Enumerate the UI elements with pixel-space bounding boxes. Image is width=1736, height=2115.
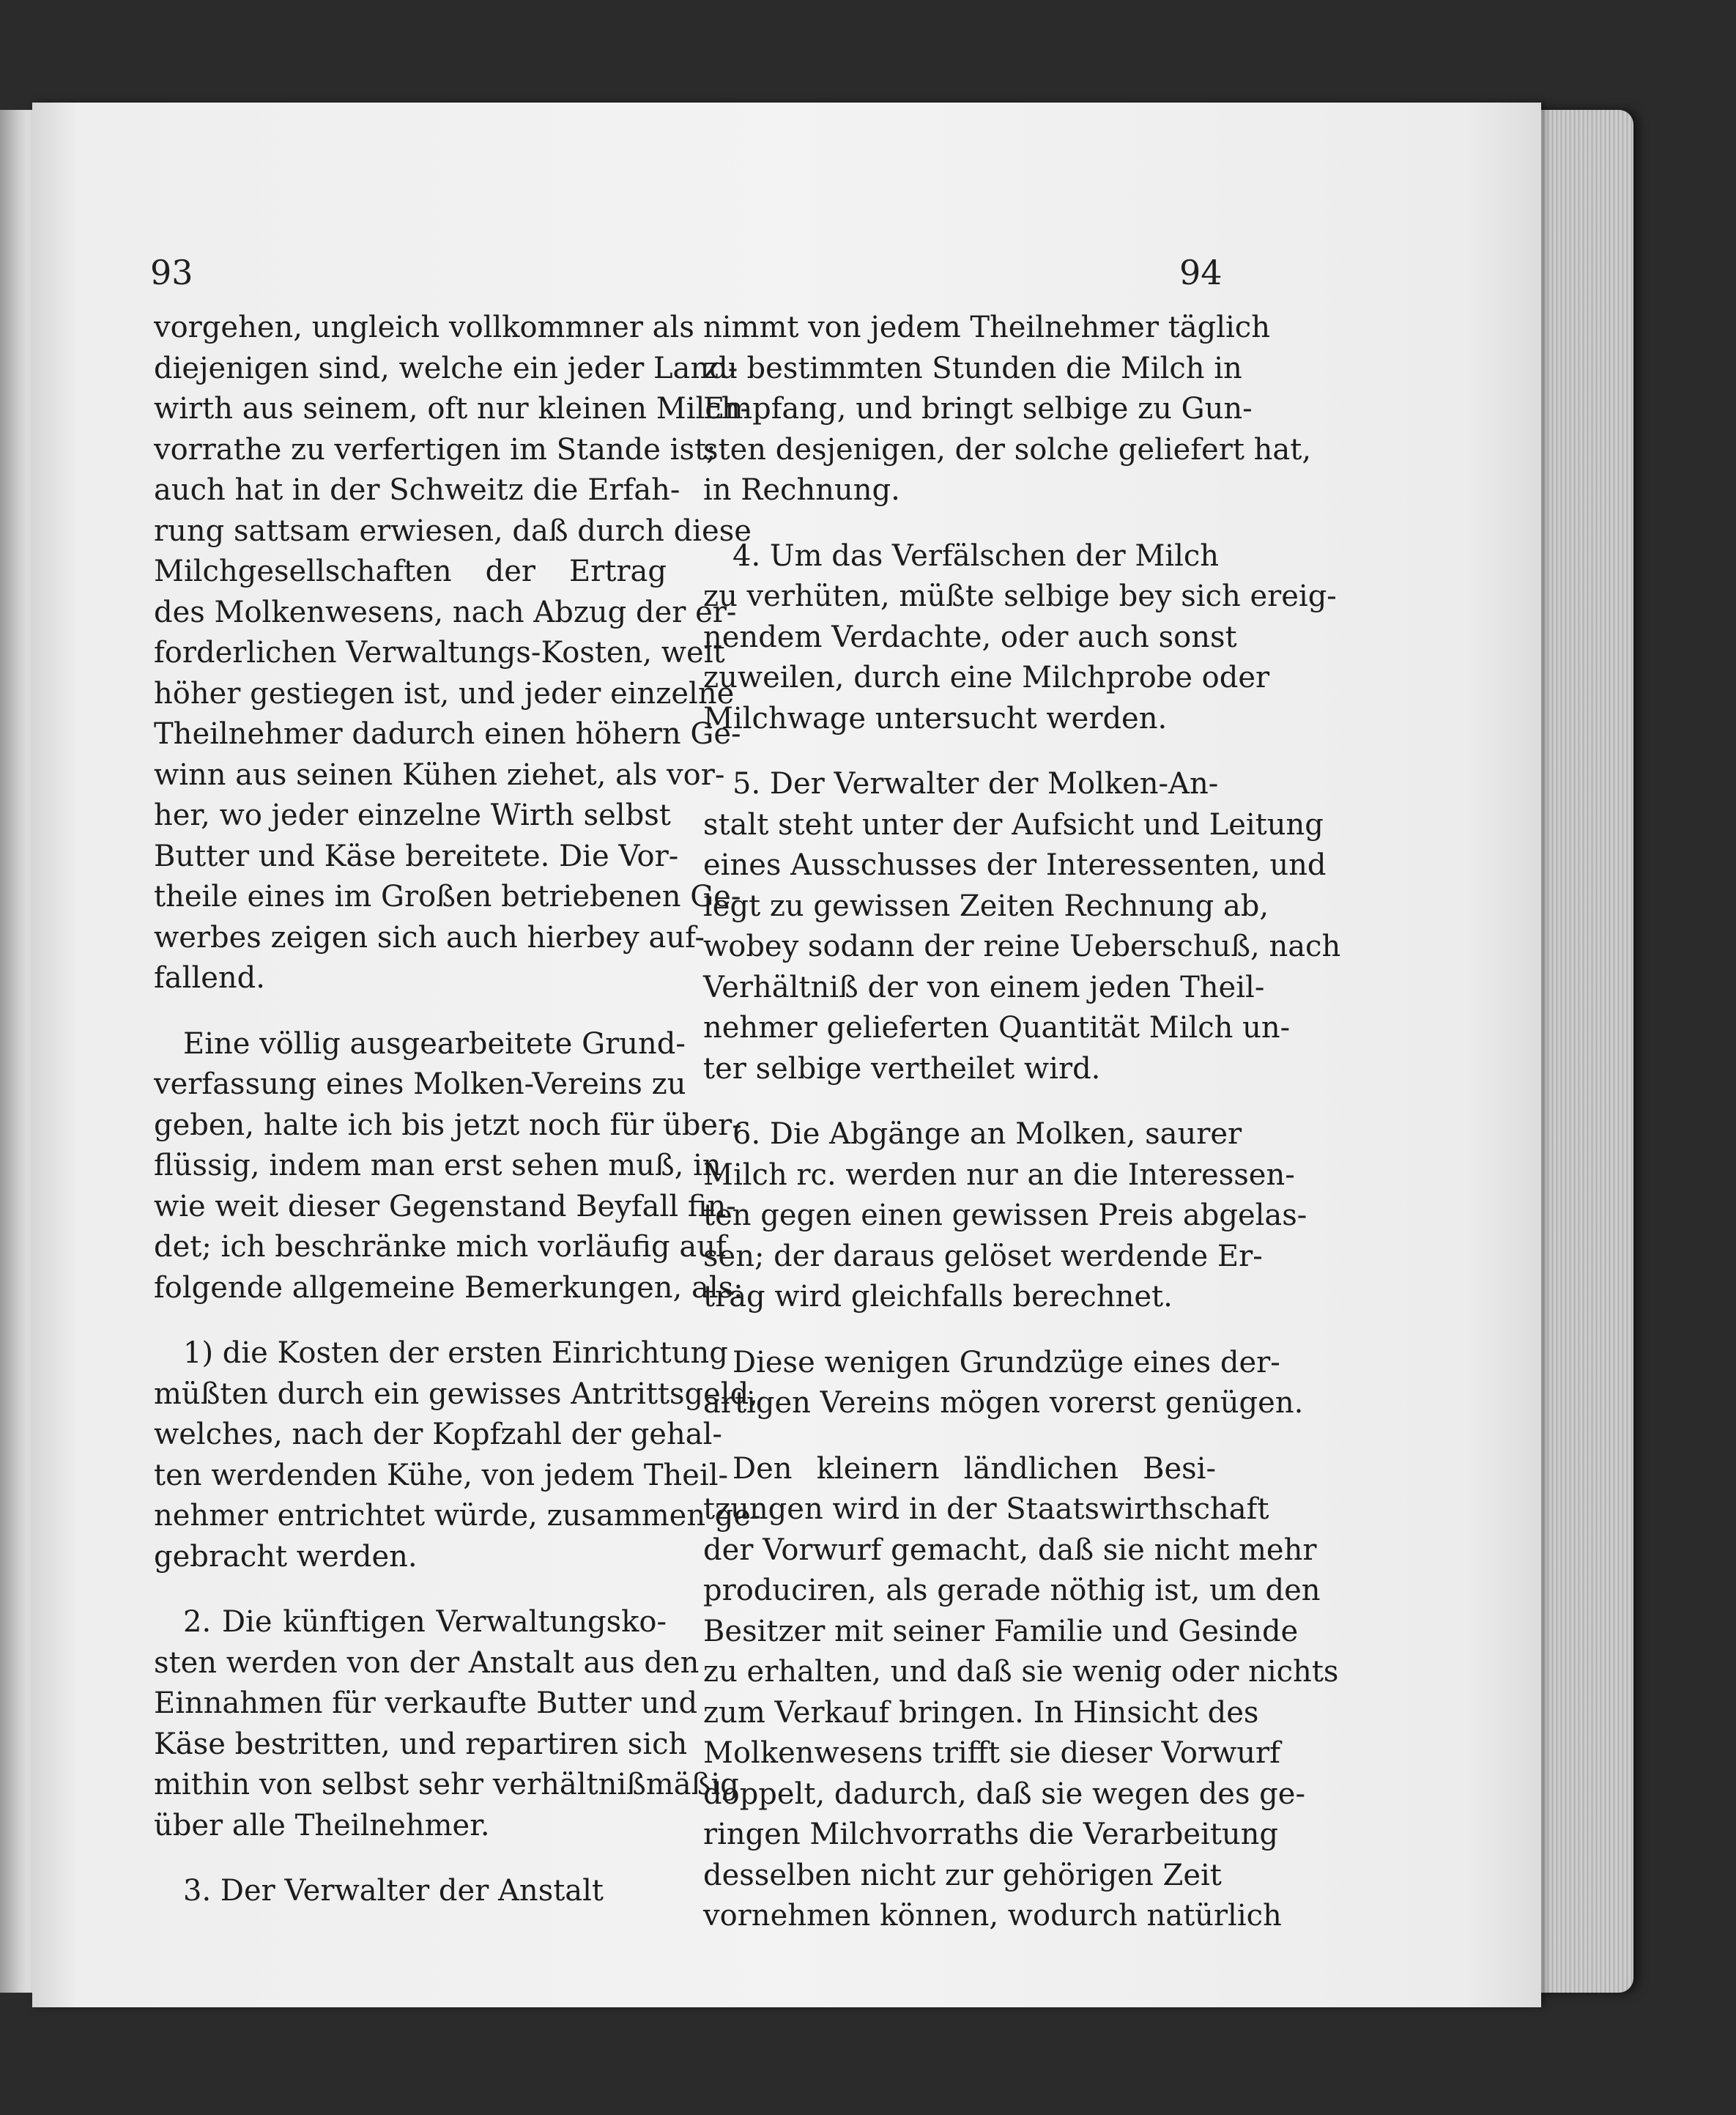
text-line: fallend.: [154, 961, 265, 995]
paragraph: [703, 764, 1341, 1089]
text-line: rung sattsam erwiesen, daß durch diese: [154, 514, 752, 548]
text-line: Theilnehmer dadurch einen höhern Ge-: [154, 717, 741, 751]
previous-page-edge: [0, 110, 32, 1993]
text-line: 6. Die Abgänge an Molken, saurer: [732, 1117, 1242, 1151]
page-number-left: 93: [150, 253, 193, 292]
text-line: des Molkenwesens, nach Abzug der er-: [154, 595, 737, 629]
paragraph-gap: [154, 1577, 667, 1602]
text-line: gebracht werden.: [154, 1539, 418, 1574]
text-line: folgende allgemeine Bemerkungen, als:: [154, 1270, 743, 1305]
text-line: trag wird gleichfalls berechnet.: [703, 1280, 1173, 1314]
text-line: doppelt, dadurch, daß sie wegen des ge-: [703, 1777, 1305, 1811]
text-line: her, wo jeder einzelne Wirth selbst: [154, 799, 671, 832]
text-line: eines Ausschusses der Interessenten, und: [703, 848, 1327, 882]
text-line: in Rechnung.: [703, 473, 900, 507]
paragraph: [703, 1114, 1307, 1318]
text-line: sten werden von der Anstalt aus den: [154, 1645, 700, 1680]
text-line: diejenigen sind, welche ein jeder Land-: [154, 351, 738, 385]
text-line: artigen Vereins mögen vorerst genügen.: [703, 1386, 1304, 1420]
text-line: ter selbige vertheilet wird.: [703, 1051, 1101, 1086]
text-line: Milchwage untersucht werden.: [703, 701, 1168, 736]
text-line: mithin von selbst sehr verhältnißmäßig: [154, 1768, 739, 1801]
text-line: flüssig, indem man erst sehen muß, in: [154, 1149, 722, 1182]
text-line: nimmt von jedem Theilnehmer täglich: [703, 311, 1270, 344]
text-line: legt zu gewissen Zeiten Rechnung ab,: [703, 889, 1269, 923]
text-line: welches, nach der Kopfzahl der gehal-: [154, 1418, 722, 1451]
text-line: Eine völlig ausgearbeitete Grund-: [183, 1026, 686, 1061]
paragraph: [703, 308, 1312, 511]
paragraph-gap: [703, 739, 1216, 764]
paragraph: [703, 1449, 1339, 1937]
text-line: ringen Milchvorraths die Verarbeitung: [703, 1818, 1279, 1851]
text-line: der Vorwurf gemacht, daß sie nicht mehr: [703, 1533, 1317, 1567]
text-line: Den kleinern ländlichen Besi-: [732, 1451, 1216, 1486]
left-page-text: [154, 308, 761, 1912]
text-line: Besitzer mit seiner Familie und Gesinde: [703, 1614, 1299, 1648]
text-line: desselben nicht zur gehörigen Zeit: [703, 1858, 1222, 1892]
text-line: winn aus seinen Kühen ziehet, als vor-: [154, 758, 725, 792]
paragraph: [154, 1602, 739, 1846]
paragraph-gap: [154, 999, 667, 1024]
text-line: nehmer entrichtet würde, zusammen ge-: [154, 1499, 761, 1533]
text-line: Empfang, und bringt selbige zu Gun-: [703, 392, 1253, 426]
text-line: vorgehen, ungleich vollkommner als: [154, 311, 694, 344]
text-line: Einnahmen für verkaufte Butter und: [154, 1686, 698, 1720]
paragraph-gap: [703, 511, 1216, 536]
paragraph-gap: [703, 1318, 1216, 1343]
text-line: müßten durch ein gewisses Antrittsgeld,: [154, 1377, 758, 1411]
paragraph: [154, 308, 752, 999]
text-line: 2. Die künftigen Verwaltungsko-: [183, 1605, 667, 1639]
text-line: 3. Der Verwalter der Anstalt: [183, 1874, 604, 1908]
text-line: nehmer gelieferten Quantität Milch un-: [703, 1011, 1291, 1045]
text-line: tzungen wird in der Staatswirthschaft: [703, 1492, 1269, 1526]
paragraph: [154, 1871, 667, 1912]
text-line: 5. Der Verwalter der Molken-An-: [732, 767, 1219, 801]
text-line: Butter und Käse bereitete. Die Vor-: [154, 839, 679, 873]
text-line: auch hat in der Schweitz die Erfah-: [154, 473, 680, 507]
text-line: wobey sodann der reine Ueberschuß, nach: [703, 930, 1341, 963]
text-line: Milchgesellschaften der Ertrag: [154, 555, 667, 588]
text-line: wirth aus seinem, oft nur kleinen Milch-: [154, 392, 751, 426]
text-line: theile eines im Großen betriebenen Ge-: [154, 880, 741, 914]
text-line: Molkenwesens trifft sie dieser Vorwurf: [703, 1736, 1280, 1770]
text-line: Diese wenigen Grundzüge eines der-: [732, 1345, 1280, 1379]
paragraph: [154, 1024, 743, 1309]
paragraph: [703, 536, 1337, 740]
text-line: Verhältniß der von einem jeden Theil-: [703, 970, 1265, 1004]
text-line: det; ich beschränke mich vorläufig auf: [154, 1230, 727, 1264]
paragraph-gap: [154, 1846, 667, 1871]
paragraph-gap: [154, 1308, 667, 1333]
text-line: verfassung eines Molken-Vereins zu: [154, 1067, 686, 1101]
text-line: forderlichen Verwaltungs-Kosten, weit: [154, 636, 725, 670]
text-line: zu erhalten, und daß sie wenig oder nichts: [703, 1655, 1339, 1689]
text-line: zu verhüten, müßte selbige bey sich ereig-: [703, 579, 1337, 613]
text-line: über alle Theilnehmer.: [154, 1808, 490, 1842]
text-line: zum Verkauf bringen. In Hinsicht des: [703, 1695, 1259, 1730]
text-line: werbes zeigen sich auch hierbey auf-: [154, 920, 705, 955]
text-line: Käse bestritten, und repartiren sich: [154, 1727, 688, 1761]
text-line: 4. Um das Verfälschen der Milch: [732, 538, 1220, 573]
text-line: geben, halte ich bis jetzt noch für über-: [154, 1108, 742, 1142]
paragraph-gap: [703, 1089, 1216, 1114]
text-line: produciren, als gerade nöthig ist, um den: [703, 1574, 1321, 1607]
text-line: zu bestimmten Stunden die Milch in: [703, 351, 1242, 385]
paragraph: [154, 1333, 761, 1577]
text-line: wie weit dieser Gegenstand Beyfall fin-: [154, 1189, 736, 1223]
text-line: vornehmen können, wodurch natürlich: [703, 1899, 1282, 1933]
text-line: höher gestiegen ist, und jeder einzelne: [154, 676, 735, 711]
text-line: stalt steht unter der Aufsicht und Leitung: [703, 807, 1324, 842]
text-line: sten desjenigen, der solche geliefert hat,: [703, 432, 1312, 467]
page-number-right: 94: [1179, 253, 1223, 292]
paragraph: [703, 1343, 1304, 1424]
text-line: vorrathe zu verfertigen im Stande ist;: [154, 432, 716, 467]
text-line: sen; der daraus gelöset werdende Er-: [703, 1239, 1263, 1273]
text-line: nendem Verdachte, oder auch sonst: [703, 620, 1237, 654]
text-line: ten gegen einen gewissen Preis abgelas-: [703, 1199, 1307, 1232]
paragraph-gap: [703, 1424, 1216, 1449]
text-line: zuweilen, durch eine Milchprobe oder: [703, 661, 1270, 694]
text-line: 1) die Kosten der ersten Einrichtung: [183, 1336, 728, 1370]
text-line: ten werdenden Kühe, von jedem Theil-: [154, 1458, 729, 1492]
right-page-text: [703, 308, 1341, 1937]
text-line: Milch rc. werden nur an die Interessen-: [703, 1157, 1295, 1192]
